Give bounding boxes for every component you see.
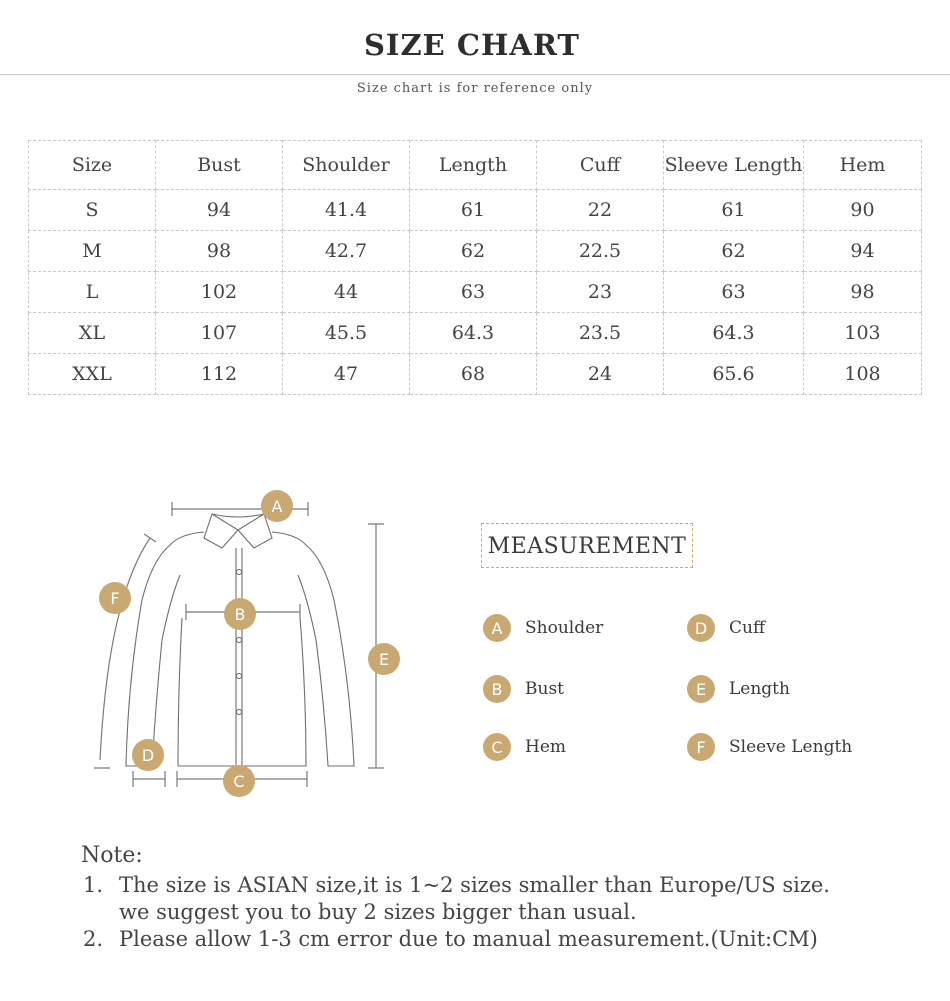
legend-label: Shoulder <box>525 618 604 638</box>
table-cell: 41.4 <box>283 190 410 231</box>
table-cell: 23.5 <box>537 313 664 354</box>
table-cell: 47 <box>283 354 410 395</box>
table-cell: L <box>29 272 156 313</box>
table-cell: 90 <box>804 190 922 231</box>
badge-letter: D <box>141 746 155 765</box>
legend-item-bust <box>483 675 564 703</box>
legend-badge: E <box>687 675 715 703</box>
table-row <box>29 313 922 354</box>
table-row <box>29 190 922 231</box>
page-subtitle: Size chart is for reference only <box>356 81 594 96</box>
legend-item-sleeve-length <box>687 733 852 761</box>
table-cell: 62 <box>410 231 537 272</box>
note-item <box>83 873 830 897</box>
column-header: Cuff <box>537 141 664 190</box>
note-number: 2. <box>83 927 104 951</box>
table-cell: 98 <box>156 231 283 272</box>
table-cell: 62 <box>664 231 804 272</box>
table-cell: 103 <box>804 313 922 354</box>
table-cell: S <box>29 190 156 231</box>
table-cell: 107 <box>156 313 283 354</box>
column-header: Sleeve Length <box>664 141 804 190</box>
table-cell: 64.3 <box>664 313 804 354</box>
column-header: Shoulder <box>283 141 410 190</box>
badge-letter: F <box>110 589 120 608</box>
shirt-outline <box>126 514 354 766</box>
badge-letter: C <box>233 772 245 791</box>
table-cell: 24 <box>537 354 664 395</box>
legend-badge: F <box>687 733 715 761</box>
table-cell: 45.5 <box>283 313 410 354</box>
badge-b <box>224 598 256 630</box>
shirt-buttons <box>236 569 241 714</box>
badge-letter: B <box>234 605 246 624</box>
legend-badge: A <box>483 614 511 642</box>
table-cell: 102 <box>156 272 283 313</box>
table-cell: 22.5 <box>537 231 664 272</box>
page-title: SIZE CHART <box>363 28 581 62</box>
badge-a <box>261 490 293 522</box>
table-header-row <box>29 141 922 190</box>
badge-f <box>99 582 131 614</box>
badge-c <box>223 765 255 797</box>
note-item-continued <box>83 900 637 924</box>
table-row <box>29 231 922 272</box>
table-cell: 64.3 <box>410 313 537 354</box>
table-cell: 42.7 <box>283 231 410 272</box>
note-text: The size is ASIAN size,it is 1~2 sizes smaller than Europe/US size. <box>119 873 830 897</box>
badge-e <box>368 643 400 675</box>
column-header: Hem <box>804 141 922 190</box>
size-table <box>28 140 922 395</box>
legend-item-cuff <box>687 614 765 642</box>
column-header: Length <box>410 141 537 190</box>
note-text: we suggest you to buy 2 sizes bigger than usual. <box>119 900 637 924</box>
table-cell: 68 <box>410 354 537 395</box>
legend-item-shoulder <box>483 614 603 642</box>
table-cell: M <box>29 231 156 272</box>
badge-letter: E <box>378 650 390 669</box>
shirt-diagram <box>0 470 440 810</box>
badge-d <box>132 739 164 771</box>
table-cell: 98 <box>804 272 922 313</box>
legend-item-hem <box>483 733 566 761</box>
legend-badge: B <box>483 675 511 703</box>
badge-letter: A <box>271 497 283 516</box>
legend-label: Length <box>729 679 790 699</box>
table-cell: XXL <box>29 354 156 395</box>
table-cell: 63 <box>664 272 804 313</box>
column-header: Size <box>29 141 156 190</box>
table-row <box>29 272 922 313</box>
note-number: 1. <box>83 873 104 897</box>
note-title: Note: <box>81 843 143 868</box>
table-cell: 22 <box>537 190 664 231</box>
column-header: Bust <box>156 141 283 190</box>
table-cell: 23 <box>537 272 664 313</box>
legend-badge: C <box>483 733 511 761</box>
table-cell: 94 <box>804 231 922 272</box>
table-row <box>29 354 922 395</box>
legend-label: Bust <box>525 679 564 699</box>
legend-label: Sleeve Length <box>729 737 853 757</box>
table-cell: 65.6 <box>664 354 804 395</box>
note-item <box>83 927 818 951</box>
legend-label: Hem <box>525 737 567 757</box>
legend-item-length <box>687 675 790 703</box>
measurement-heading: MEASUREMENT <box>481 523 693 568</box>
table-cell: 94 <box>156 190 283 231</box>
table-cell: XL <box>29 313 156 354</box>
note-text: Please allow 1-3 cm error due to manual measurement.(Unit:CM) <box>119 927 818 951</box>
table-cell: 44 <box>283 272 410 313</box>
table-cell: 61 <box>664 190 804 231</box>
legend-label: Cuff <box>729 618 766 638</box>
title-divider <box>0 74 950 75</box>
table-cell: 112 <box>156 354 283 395</box>
legend-badge: D <box>687 614 715 642</box>
table-cell: 61 <box>410 190 537 231</box>
table-cell: 108 <box>804 354 922 395</box>
table-cell: 63 <box>410 272 537 313</box>
